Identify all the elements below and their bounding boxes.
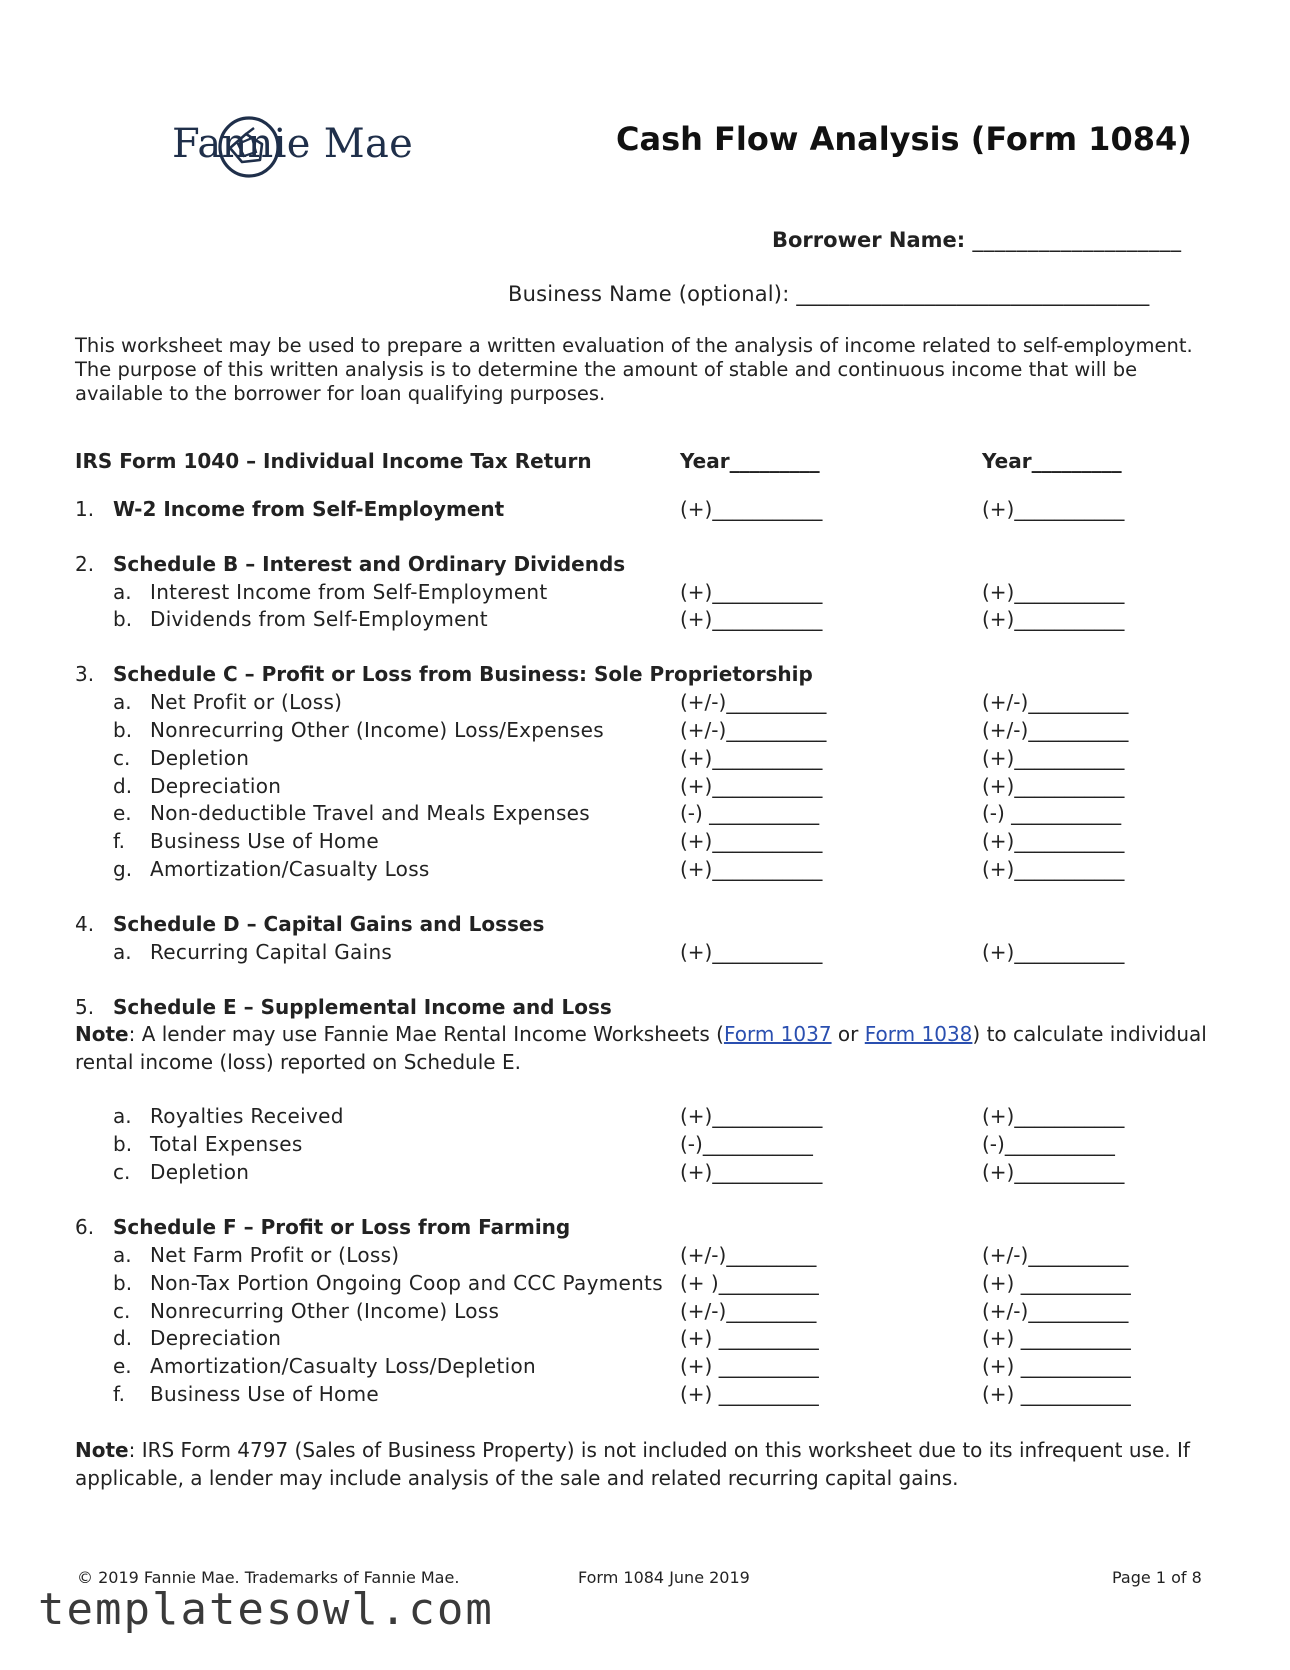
- line-letter: a.: [113, 580, 132, 604]
- amount-blank-year1[interactable]: (+/-)__________: [680, 718, 827, 742]
- section-number: 2.: [75, 552, 95, 576]
- line-item: [0, 690, 1290, 716]
- line-letter: d.: [113, 1326, 133, 1350]
- section-3-heading: [0, 662, 1290, 688]
- amount-blank-year2[interactable]: (+)___________: [982, 940, 1125, 964]
- amount-blank-year2[interactable]: (+)___________: [982, 580, 1125, 604]
- amount-blank-year1[interactable]: (+/-)__________: [680, 690, 827, 714]
- line-label: Royalties Received: [150, 1104, 344, 1128]
- line-item: [0, 1132, 1290, 1158]
- page-title: Cash Flow Analysis (Form 1084): [616, 120, 1192, 158]
- line-letter: a.: [113, 1243, 132, 1267]
- year-column-2[interactable]: Year_________: [982, 449, 1122, 473]
- amount-blank-year2[interactable]: (+)___________: [982, 857, 1125, 881]
- form-version-text: Form 1084 June 2019: [578, 1568, 750, 1587]
- schedule-e-note: [75, 1020, 1225, 1076]
- section-4-heading: [0, 912, 1290, 938]
- line-label: Non-Tax Portion Ongoing Coop and CCC Payments: [150, 1271, 663, 1295]
- amount-blank-year2[interactable]: (+) ___________: [982, 1271, 1131, 1295]
- line-label: Non-deductible Travel and Meals Expenses: [150, 801, 591, 825]
- amount-blank-year2[interactable]: (+) ___________: [982, 1354, 1131, 1378]
- line-item: [0, 1160, 1290, 1186]
- line-letter: c.: [113, 1299, 131, 1323]
- amount-blank-year2[interactable]: (+) ___________: [982, 1326, 1131, 1350]
- amount-blank-year2[interactable]: (+/-)__________: [982, 1243, 1129, 1267]
- business-name-label: Business Name (optional):: [508, 282, 790, 306]
- line-item: [0, 801, 1290, 827]
- line-label: Dividends from Self-Employment: [150, 607, 488, 631]
- line-label: Depletion: [150, 1160, 250, 1184]
- line-letter: a.: [113, 690, 132, 714]
- line-letter: c.: [113, 746, 131, 770]
- line-item: [0, 1354, 1290, 1380]
- amount-blank-year1[interactable]: (+)___________: [680, 497, 823, 521]
- amount-blank-year1[interactable]: (+)___________: [680, 857, 823, 881]
- amount-blank-year1[interactable]: (+)___________: [680, 580, 823, 604]
- line-item: [0, 746, 1290, 772]
- table-header: [0, 449, 1290, 475]
- section-number: 4.: [75, 912, 95, 936]
- section-2-heading: [0, 552, 1290, 578]
- amount-blank-year1[interactable]: (+)___________: [680, 940, 823, 964]
- note-label: Note: [75, 1438, 129, 1462]
- line-item: [0, 857, 1290, 883]
- form-1038-link[interactable]: Form 1038: [864, 1022, 973, 1046]
- line-letter: g.: [113, 857, 133, 881]
- page-number: Page 1 of 8: [1112, 1568, 1202, 1587]
- line-item: [0, 829, 1290, 855]
- amount-blank-year2[interactable]: (+/-)__________: [982, 718, 1129, 742]
- amount-blank-year2[interactable]: (+)___________: [982, 746, 1125, 770]
- amount-blank-year2[interactable]: (+) ___________: [982, 1382, 1131, 1406]
- amount-blank-year1[interactable]: (+/-)_________: [680, 1243, 817, 1267]
- form-1040-heading: IRS Form 1040 – Individual Income Tax Return: [75, 449, 592, 473]
- amount-blank-year2[interactable]: (+)___________: [982, 1104, 1125, 1128]
- line-item: [0, 580, 1290, 606]
- section-1-row: [0, 497, 1290, 523]
- amount-blank-year1[interactable]: (-) ___________: [680, 801, 820, 825]
- form-4797-note: [75, 1436, 1225, 1492]
- year-column-1[interactable]: Year_________: [680, 449, 820, 473]
- section-5-heading: [0, 995, 1290, 1021]
- line-label: Depreciation: [150, 1326, 282, 1350]
- section-number: 5.: [75, 995, 95, 1019]
- section-title: Schedule D – Capital Gains and Losses: [113, 912, 545, 936]
- amount-blank-year1[interactable]: (+) __________: [680, 1354, 819, 1378]
- note-text: : A lender may use Fannie Mae Rental Income Worksheets (: [128, 1022, 724, 1046]
- line-label: Nonrecurring Other (Income) Loss: [150, 1299, 500, 1323]
- business-name-field[interactable]: [508, 282, 1149, 306]
- copyright-text: © 2019 Fannie Mae. Trademarks of Fannie Mae.: [77, 1568, 460, 1587]
- amount-blank-year1[interactable]: (+)___________: [680, 1160, 823, 1184]
- borrower-name-blank[interactable]: ___________________: [972, 228, 1182, 252]
- line-item: [0, 1382, 1290, 1408]
- amount-blank-year2[interactable]: (+)___________: [982, 774, 1125, 798]
- line-label: Depletion: [150, 746, 250, 770]
- line-item: [0, 607, 1290, 633]
- line-letter: f.: [113, 1382, 125, 1406]
- line-letter: c.: [113, 1160, 131, 1184]
- line-item: [0, 1243, 1290, 1269]
- line-letter: d.: [113, 774, 133, 798]
- amount-blank-year1[interactable]: (-)___________: [680, 1132, 813, 1156]
- section-title: W-2 Income from Self-Employment: [113, 497, 505, 521]
- amount-blank-year1[interactable]: (+/-)_________: [680, 1299, 817, 1323]
- line-item: [0, 774, 1290, 800]
- borrower-name-label: Borrower Name:: [772, 228, 966, 252]
- line-letter: a.: [113, 1104, 132, 1128]
- amount-blank-year2[interactable]: (+/-)__________: [982, 690, 1129, 714]
- line-label: Recurring Capital Gains: [150, 940, 393, 964]
- amount-blank-year1[interactable]: (+) __________: [680, 1326, 819, 1350]
- amount-blank-year2[interactable]: (+)___________: [982, 497, 1125, 521]
- borrower-name-field[interactable]: [772, 228, 1181, 252]
- line-label: Nonrecurring Other (Income) Loss/Expenses: [150, 718, 604, 742]
- note-text: : IRS Form 4797 (Sales of Business Property) is not included on this worksheet due to its infrequent use. If applicable, a lender may include analysis of the sale and related recurring capital gains.: [75, 1438, 1190, 1490]
- amount-blank-year2[interactable]: (+)___________: [982, 829, 1125, 853]
- amount-blank-year1[interactable]: (+)___________: [680, 774, 823, 798]
- line-letter: b.: [113, 1132, 133, 1156]
- form-1037-link[interactable]: Form 1037: [723, 1022, 832, 1046]
- section-title: Schedule B – Interest and Ordinary Dividends: [113, 552, 626, 576]
- line-label: Business Use of Home: [150, 1382, 379, 1406]
- line-letter: b.: [113, 1271, 133, 1295]
- amount-blank-year1[interactable]: (+)___________: [680, 829, 823, 853]
- amount-blank-year1[interactable]: (+)___________: [680, 607, 823, 631]
- section-6-heading: [0, 1215, 1290, 1241]
- line-item: [0, 940, 1290, 966]
- amount-blank-year2[interactable]: (+)___________: [982, 607, 1125, 631]
- line-letter: b.: [113, 718, 133, 742]
- line-letter: e.: [113, 1354, 132, 1378]
- line-label: Amortization/Casualty Loss/Depletion: [150, 1354, 536, 1378]
- line-item: [0, 718, 1290, 744]
- amount-blank-year1[interactable]: (+) __________: [680, 1382, 819, 1406]
- line-item: [0, 1104, 1290, 1130]
- amount-blank-year1[interactable]: (+)___________: [680, 1104, 823, 1128]
- section-title: Schedule F – Profit or Loss from Farming: [113, 1215, 571, 1239]
- line-label: Business Use of Home: [150, 829, 379, 853]
- amount-blank-year1[interactable]: (+)___________: [680, 746, 823, 770]
- section-number: 1.: [75, 497, 95, 521]
- section-title: Schedule C – Profit or Loss from Business: Sole Proprietorship: [113, 662, 813, 686]
- amount-blank-year2[interactable]: (+/-)__________: [982, 1299, 1129, 1323]
- amount-blank-year2[interactable]: (+)___________: [982, 1160, 1125, 1184]
- line-letter: f.: [113, 829, 125, 853]
- line-item: [0, 1271, 1290, 1297]
- section-number: 3.: [75, 662, 95, 686]
- intro-paragraph: This worksheet may be used to prepare a written evaluation of the analysis of income related to self-employment. The purpose of this written analysis is to determine the amount of stable and continuous income that will be available to the borrower for loan qualifying purposes.: [75, 334, 1193, 405]
- line-item: [0, 1299, 1290, 1325]
- watermark-text: templatesowl.com: [38, 1584, 494, 1635]
- line-label: Amortization/Casualty Loss: [150, 857, 430, 881]
- logo-wordmark: Fannie Mae: [172, 121, 414, 167]
- line-label: Net Farm Profit or (Loss): [150, 1243, 400, 1267]
- amount-blank-year2[interactable]: (-) ___________: [982, 801, 1122, 825]
- line-label: Total Expenses: [150, 1132, 303, 1156]
- amount-blank-year1[interactable]: (+ )__________: [680, 1271, 819, 1295]
- line-label: Interest Income from Self-Employment: [150, 580, 548, 604]
- line-label: Depreciation: [150, 774, 282, 798]
- amount-blank-year2[interactable]: (-)___________: [982, 1132, 1115, 1156]
- note-text: or: [831, 1022, 865, 1046]
- line-letter: b.: [113, 607, 133, 631]
- line-letter: a.: [113, 940, 132, 964]
- line-label: Net Profit or (Loss): [150, 690, 343, 714]
- line-item: [0, 1326, 1290, 1352]
- section-number: 6.: [75, 1215, 95, 1239]
- note-text: ) to calculate individual rental income (loss) reported on Schedule E.: [75, 1022, 1207, 1074]
- line-letter: e.: [113, 801, 132, 825]
- note-label: Note: [75, 1022, 129, 1046]
- business-name-blank[interactable]: _________________________________: [796, 282, 1150, 306]
- section-title: Schedule E – Supplemental Income and Loss: [113, 995, 612, 1019]
